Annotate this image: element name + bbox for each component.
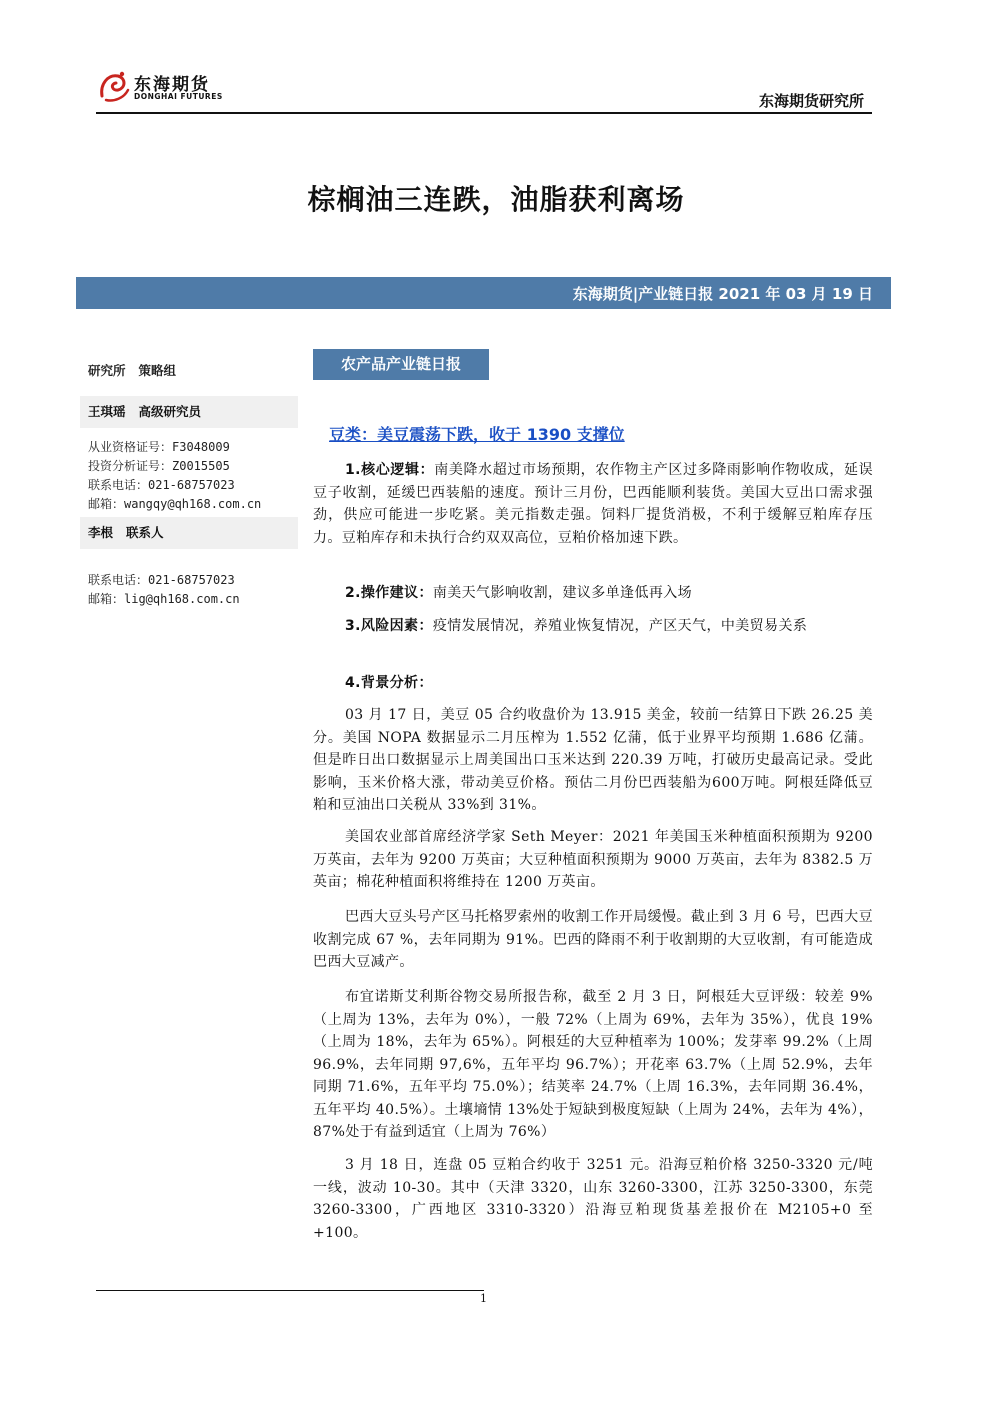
section-subhead: 豆类：美豆震荡下跌，收于 1390 支撑位 <box>329 425 625 444</box>
section-label: 农产品产业链日报 <box>313 349 489 380</box>
sidebar-analyst2-email[interactable]: 邮箱：lig@qh168.com.cn <box>88 592 240 606</box>
sidebar-analyst1-cert: 从业资格证号：F3048009 <box>88 440 230 454</box>
report-date-text: 东海期货|产业链日报 2021 年 03 月 19 日 <box>572 285 873 303</box>
background-paragraph-3: 巴西大豆头号产区马托格罗索州的收割工作开局缓慢。截止到 3 月 6 号，巴西大豆收割完成 67 %，去年同期为 91%。巴西的降雨不利于收割期的大豆收割，有可能造成巴西大豆减产。 <box>313 909 873 970</box>
page-number: 1 <box>480 1292 487 1305</box>
background-paragraph-4: 布宜诺斯艾利斯谷物交易所报告称，截至 2 月 3 日，阿根廷大豆评级：较差 9%（上周为 13%，去年为 0%），一般 72%（上周为 69%，去年为 35%），优良 19%（上周为 18%，去年为 65%）。阿根廷的大豆种植率为 100%；发芽率 99.2%（上周 96.9%，去年同期 97,6%，五年平均 96.7%）；开花率 63.7%（上周 52.9%，去年同期 71.6%，五年平均 75.0%）；结荚率 24.7%（上周 16.3%，去年同期 36.4%，五年平均 40.5%）。土壤墒情 13%处于短缺到极度短缺（上周为 24%，去年为 4%），87%处于有益到适宜（上周为 76%） <box>313 989 873 1140</box>
sidebar-analyst1-email[interactable]: 邮箱：wangqy@qh168.com.cn <box>88 497 262 511</box>
logo-en-text: DONGHAI FUTURES <box>134 92 223 101</box>
risk-factors-label: 3.风险因素： <box>345 618 433 634</box>
core-logic-paragraph <box>313 459 873 549</box>
sidebar-analyst2-phone: 联系电话：021-68757023 <box>88 573 235 587</box>
risk-factors-paragraph <box>313 615 873 638</box>
document-title: 棕榈油三连跌，油脂获利离场 <box>307 183 685 216</box>
operation-advice-paragraph <box>313 582 873 605</box>
risk-factors-text: 疫情发展情况，养殖业恢复情况，产区天气，中美贸易关系 <box>432 618 808 634</box>
logo-cn-text: 东海期货 <box>134 75 210 95</box>
sidebar-analyst1-invest-cert: 投资分析证号：Z0015505 <box>88 459 230 473</box>
org-name: 东海期货研究所 <box>758 92 864 110</box>
sidebar-analyst2-name: 李根 联系人 <box>80 517 298 549</box>
sidebar-analyst1-phone: 联系电话：021-68757023 <box>88 478 235 492</box>
report-date-bar <box>76 277 891 309</box>
background-label: 4.背景分析： <box>345 675 433 691</box>
company-logo <box>96 66 236 106</box>
operation-advice-text: 南美天气影响收割，建议多单逢低再入场 <box>432 585 693 601</box>
background-paragraph-5: 3 月 18 日，连盘 05 豆粕合约收于 3251 元。沿海豆粕价格 3250-3320 元/吨一线，波动 10-30。其中（天津 3320，山东 3260-3300，江苏 3250-3300，东莞 3260-3300，广西地区 3310-3320）沿海豆粕现货基差报价在 M2105+0 至+100。 <box>313 1157 873 1241</box>
operation-advice-label: 2.操作建议： <box>345 585 433 601</box>
core-logic-label: 1.核心逻辑： <box>345 462 435 478</box>
sidebar-analyst1-name: 王琪瑶 高级研究员 <box>80 396 298 428</box>
background-paragraph-2: 美国农业部首席经济学家 Seth Meyer：2021 年美国玉米种植面积预期为 9200 万英亩，去年为 9200 万英亩；大豆种植面积预期为 9000 万英亩，去年为 8382.5 万英亩；棉花种植面积将维持在 1200 万英亩。 <box>313 829 873 890</box>
background-paragraph-1: 03 月 17 日，美豆 05 合约收盘价为 13.915 美金，较前一结算日下跌 26.25 美分。美国 NOPA 数据显示二月压榨为 1.552 亿蒲，低于业界平均预期 1.686 亿蒲。但是昨日出口数据显示上周美国出口玉米达到 220.39 万吨，打破历史最高记录。受此影响，玉米价格大涨，带动美豆价格。预估二月份巴西装船为600万吨。阿根廷降低豆粕和豆油出口关税从 33%到 31%。 <box>313 707 873 813</box>
header-rule <box>96 112 872 114</box>
core-logic-text: 南美降水超过市场预期，农作物主产区过多降雨影响作物收成，延误豆子收割，延缓巴西装船的速度。预计三月份，巴西能顺利装货。美国大豆出口需求强劲，供应可能进一步吃紧。美元指数走强。饲料厂提货消极，不利于缓解豆粕库存压力。豆粕库存和未执行合约双双高位，豆粕价格加速下跌。 <box>313 462 874 546</box>
footer-rule <box>96 1290 484 1291</box>
background-heading <box>313 672 873 695</box>
sidebar-dept: 研究所 策略组 <box>88 363 177 378</box>
